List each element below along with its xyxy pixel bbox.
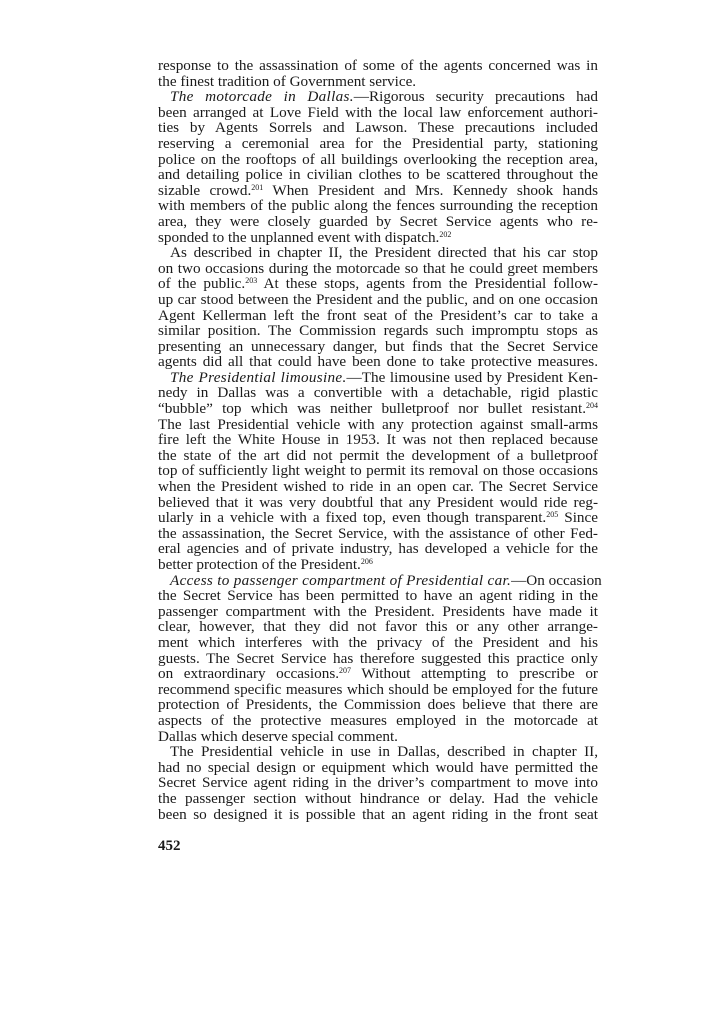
section-heading: The Presidential limousine. bbox=[170, 368, 347, 386]
text-line bbox=[158, 744, 598, 760]
text-line bbox=[158, 292, 598, 308]
section-heading: The motorcade in Dallas. bbox=[170, 88, 354, 106]
text-line bbox=[158, 183, 598, 199]
footnote-ref: 204 bbox=[586, 401, 598, 411]
text-line bbox=[158, 775, 598, 791]
text-line bbox=[158, 651, 598, 667]
text-line bbox=[158, 167, 598, 183]
text-segment: the passenger section without hindrance or delay. Had the vehicle bbox=[158, 789, 598, 807]
text-line bbox=[158, 697, 598, 713]
footnote-ref: 205 bbox=[546, 510, 559, 520]
text-segment: been arranged at Love Field with the local law enforcement authori- bbox=[158, 103, 598, 121]
text-line bbox=[158, 214, 598, 230]
text-line bbox=[158, 682, 598, 698]
text-line bbox=[158, 308, 598, 324]
text-line bbox=[158, 557, 598, 573]
text-segment: up car stood between the President and the public, and on one occasion bbox=[158, 290, 598, 308]
section-heading: Access to passenger compartment of Presidential car. bbox=[170, 571, 512, 589]
text-segment: of the public. bbox=[158, 275, 246, 293]
text-line bbox=[158, 136, 598, 152]
text-line bbox=[158, 245, 598, 261]
text-line bbox=[158, 417, 598, 433]
text-line bbox=[158, 448, 598, 464]
text-segment: The Presidential vehicle in use in Dallas, described in chapter II, bbox=[170, 743, 598, 761]
text-line bbox=[158, 807, 598, 823]
footnote-ref: 207 bbox=[339, 666, 352, 676]
text-segment: ment which interferes with the privacy of the President and his bbox=[158, 633, 598, 651]
footnote-ref: 206 bbox=[360, 557, 373, 566]
text-line bbox=[158, 370, 598, 386]
text-segment: “bubble” top which was neither bulletproof nor bullet resistant. bbox=[158, 400, 586, 418]
text-segment: —Rigorous security precautions had bbox=[353, 88, 598, 106]
text-line bbox=[158, 198, 598, 214]
text-segment: clear, however, that they did not favor this or any other arrange- bbox=[158, 618, 598, 636]
text-segment: similar position. The Commission regards such impromptu stops as bbox=[158, 322, 598, 340]
text-line bbox=[158, 479, 598, 495]
text-line bbox=[158, 526, 598, 542]
text-segment: sizable crowd. bbox=[158, 181, 252, 199]
text-line bbox=[158, 74, 598, 90]
text-segment: recommend specific measures which should be employed for the future bbox=[158, 680, 598, 698]
text-line bbox=[158, 495, 598, 511]
text-line bbox=[158, 152, 598, 168]
footnote-ref: 203 bbox=[245, 276, 258, 286]
text-line bbox=[158, 339, 598, 355]
text-line bbox=[158, 463, 598, 479]
text-segment: Secret Service agent riding in the driver’s compartment to move into bbox=[158, 774, 598, 792]
text-line bbox=[158, 588, 598, 604]
text-segment: —On occasion bbox=[511, 571, 602, 589]
text-segment: ties by Agents Sorrels and Lawson. These precautions included bbox=[158, 119, 598, 137]
text-line bbox=[158, 635, 598, 651]
text-segment: presenting an unnecessary danger, but finds that the Secret Service bbox=[158, 337, 598, 355]
text-line bbox=[158, 323, 598, 339]
page-number: 452 bbox=[158, 838, 181, 854]
text-line bbox=[158, 120, 598, 136]
text-segment: on two occasions during the motorcade so that he could greet members bbox=[158, 259, 598, 277]
text-segment: sponded to the unplanned event with dispatch. bbox=[158, 228, 440, 246]
text-line bbox=[158, 276, 598, 292]
text-line bbox=[158, 666, 598, 682]
text-segment: the assassination, the Secret Service, with the assistance of other Fed- bbox=[158, 524, 598, 542]
text-segment: nedy in Dallas was a convertible with a detachable, rigid plastic bbox=[158, 384, 598, 402]
text-segment: agents did all that could have been done to take protective measures. bbox=[158, 353, 598, 371]
text-line bbox=[158, 432, 598, 448]
text-line bbox=[158, 105, 598, 121]
text-line bbox=[158, 604, 598, 620]
text-segment: with members of the public along the fences surrounding the reception bbox=[158, 197, 598, 215]
text-segment: area, they were closely guarded by Secret Service agents who re- bbox=[158, 212, 598, 230]
text-line bbox=[158, 89, 598, 105]
text-segment: protection of Presidents, the Commission does believe that there are bbox=[158, 696, 598, 714]
document-body bbox=[158, 57, 602, 823]
text-segment: the Secret Service has been permitted to have an agent riding in the bbox=[158, 587, 598, 605]
text-segment: When President and Mrs. Kennedy shook hands bbox=[263, 181, 598, 199]
text-segment: Dallas which deserve special comment. bbox=[158, 727, 398, 745]
text-line bbox=[158, 791, 598, 807]
text-segment: when the President wished to ride in an open car. The Secret Service bbox=[158, 478, 598, 496]
text-segment: had no special design or equipment which would have permitted the bbox=[158, 758, 598, 776]
text-segment: —The limousine used by President Ken- bbox=[346, 368, 598, 386]
text-segment: guests. The Secret Service has therefore suggested this practice only bbox=[158, 649, 598, 667]
text-line bbox=[158, 619, 598, 635]
text-segment: fire left the White House in 1953. It was not then replaced because bbox=[158, 431, 598, 449]
text-segment: eral agencies and of private industry, has developed a vehicle for the bbox=[158, 540, 598, 558]
text-segment: better protection of the President. bbox=[158, 556, 361, 573]
text-segment: Without attempting to prescribe or bbox=[351, 665, 598, 683]
text-segment: believed that it was very doubtful that any President would ride reg- bbox=[158, 493, 598, 511]
text-line bbox=[158, 385, 598, 401]
text-line bbox=[158, 354, 598, 370]
text-line bbox=[158, 541, 598, 557]
text-line bbox=[158, 729, 598, 745]
text-segment: on extraordinary occasions. bbox=[158, 665, 340, 683]
text-segment: the state of the art did not permit the development of a bulletproof bbox=[158, 446, 598, 464]
text-line bbox=[158, 261, 598, 277]
text-segment: top of sufficiently light weight to permit its removal on those occasions bbox=[158, 462, 598, 480]
footnote-ref: 201 bbox=[251, 182, 264, 192]
text-segment: As described in chapter II, the President directed that his car stop bbox=[170, 244, 598, 262]
text-segment: Agent Kellerman left the front seat of the President’s car to take a bbox=[158, 306, 598, 324]
text-line bbox=[158, 401, 598, 417]
footnote-ref: 202 bbox=[439, 229, 452, 239]
text-segment: the finest tradition of Government service. bbox=[158, 72, 417, 90]
text-segment: reserving a ceremonial area for the Presidential party, stationing bbox=[158, 134, 598, 152]
text-segment: At these stops, agents from the Presidential follow- bbox=[257, 275, 598, 293]
text-line bbox=[158, 713, 598, 729]
text-line bbox=[158, 230, 598, 246]
text-segment: been so designed it is possible that an agent riding in the front seat bbox=[158, 805, 598, 823]
text-segment: passenger compartment with the President. Presidents have made it bbox=[158, 602, 598, 620]
text-segment: police on the rooftops of all buildings overlooking the reception area, bbox=[158, 150, 598, 168]
text-segment: Since bbox=[558, 509, 598, 527]
text-segment: ularly in a vehicle with a fixed top, even though transparent. bbox=[158, 509, 547, 527]
text-line bbox=[158, 760, 598, 776]
text-line bbox=[158, 58, 598, 74]
text-segment: and detailing police in civilian clothes to be scattered throughout the bbox=[158, 166, 598, 184]
text-line bbox=[158, 510, 598, 526]
text-segment: aspects of the protective measures employed in the motorcade at bbox=[158, 711, 598, 729]
text-segment: The last Presidential vehicle with any protection against small-arms bbox=[158, 415, 598, 433]
text-segment: response to the assassination of some of the agents concerned was in bbox=[158, 57, 598, 74]
text-line bbox=[158, 571, 602, 589]
